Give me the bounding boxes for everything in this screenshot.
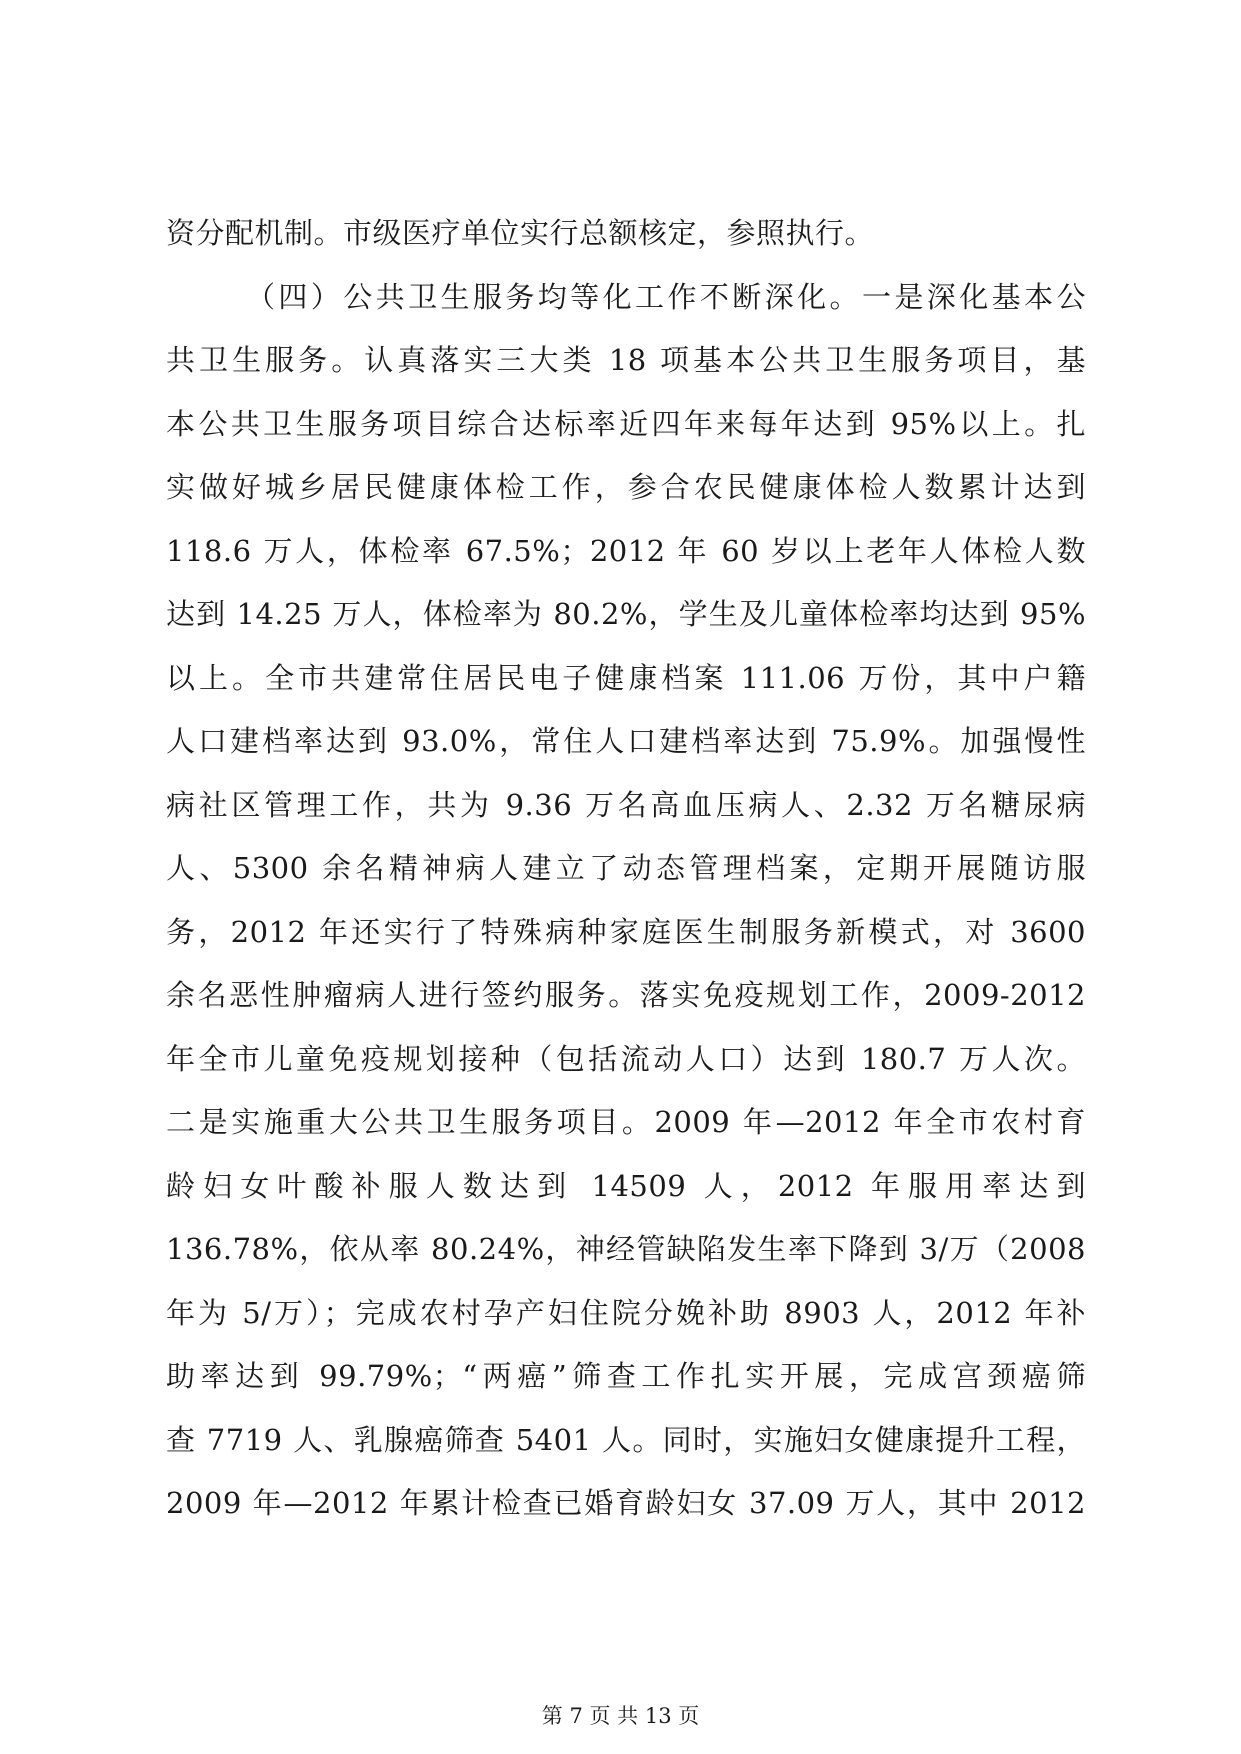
text-line: 本公共卫生服务项目综合达标率近四年来每年达到 95%以上。扎 <box>166 406 1086 441</box>
text-line: 实做好城乡居民健康体检工作，参合农民健康体检人数累计达到 <box>166 470 1086 504</box>
text-line: 136.78%，依从率 80.24%，神经管缺陷发生率下降到 3/万（2008 <box>166 1232 1086 1266</box>
text-line: 达到 14.25 万人，体检率为 80.2%，学生及儿童体检率均达到 95% <box>166 597 1086 631</box>
text-line: 人、5300 余名精神病人建立了动态管理档案，定期开展随访服 <box>166 851 1086 885</box>
text-line: 118.6 万人，体检率 67.5%；2012 年 60 岁以上老年人体检人数 <box>166 533 1086 568</box>
text-line: 病社区管理工作，共为 9.36 万名高血压病人、2.32 万名糖尿病 <box>166 787 1086 822</box>
text-line: 资分配机制。市级医疗单位实行总额核定，参照执行。 <box>166 216 875 250</box>
text-line: 二是实施重大公共卫生服务项目。2009 年—2012 年全市农村育 <box>166 1105 1086 1139</box>
text-line: 2009 年—2012 年累计检查已婚育龄妇女 37.09 万人，其中 2012 <box>166 1486 1086 1520</box>
text-line: 以上。全市共建常住居民电子健康档案 111.06 万份，其中户籍 <box>166 660 1086 695</box>
text-line: 务，2012 年还实行了特殊病种家庭医生制服务新模式，对 3600 <box>166 914 1086 949</box>
text-line: 共卫生服务。认真落实三大类 18 项基本公共卫生服务项目，基 <box>166 343 1086 377</box>
page-footer: 第 7 页 共 13 页 <box>541 1704 700 1728</box>
text-line: 余名恶性肿瘤病人进行签约服务。落实免疫规划工作，2009-2012 <box>166 978 1086 1012</box>
text-line: 龄妇女叶酸补服人数达到 14509 人，2012 年服用率达到 <box>166 1168 1086 1203</box>
text-line: 年为 5/万）；完成农村孕产妇住院分娩补助 8903 人，2012 年补 <box>166 1295 1086 1330</box>
text-line: 助率达到 99.79%；“两癌”筛查工作扎实开展，完成宫颈癌筛 <box>166 1359 1086 1393</box>
body-text <box>166 202 1086 1536</box>
text-line: 年全市儿童免疫规划接种（包括流动人口）达到 180.7 万人次。 <box>166 1041 1086 1076</box>
paragraph-first-line: （四）公共卫生服务均等化工作不断深化。一是深化基本公 <box>246 279 1086 314</box>
text-line: 人口建档率达到 93.0%，常住人口建档率达到 75.9%。加强慢性 <box>166 724 1086 758</box>
text-line: 查 7719 人、乳腺癌筛查 5401 人。同时，实施妇女健康提升工程， <box>166 1422 1086 1457</box>
